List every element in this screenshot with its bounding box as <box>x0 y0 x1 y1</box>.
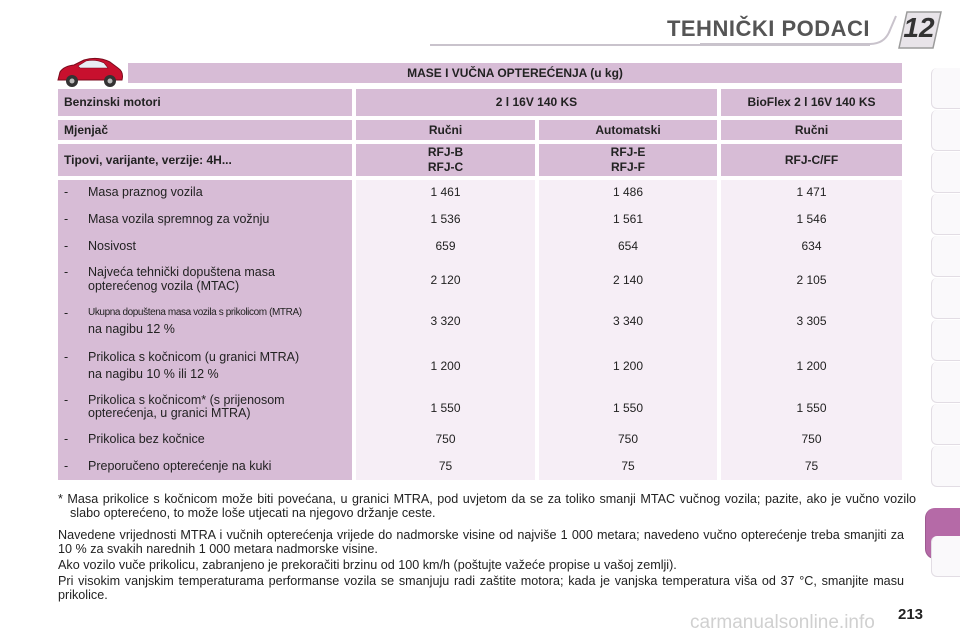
type-cell: RFJ-C/FF <box>721 144 902 176</box>
row-dash: - <box>64 350 69 364</box>
note-paragraph: Pri visokim vanjskim temperaturama performanse vozila se smanjuju radi zaštite motora; kada je vanjska temperatura viša od 37 °C, smanjite masu prikolice. <box>58 574 904 602</box>
row-value: 3 320 <box>430 314 461 328</box>
row-value: 1 200 <box>796 359 827 373</box>
type-cell <box>356 144 535 176</box>
chapter-tab[interactable] <box>931 110 960 151</box>
row-value: 634 <box>801 239 822 253</box>
row-label-line2: na nagibu 12 % <box>88 322 175 336</box>
row-dash: - <box>64 212 69 226</box>
row-dash: - <box>64 432 69 446</box>
row-label-line2: na nagibu 10 % ili 12 % <box>88 367 219 381</box>
note-paragraph: Navedene vrijednosti MTRA i vučnih opterećenja vrijede do nadmorske visine od najviše 1 000 metara; navedeno vučno opterećenje treba smanjiti za 10 % za svakih narednih 1 000 metara nadmorske visine. <box>58 528 904 556</box>
row-value: 750 <box>617 432 639 446</box>
row-label: Masa vozila spremnog za vožnju <box>88 212 270 226</box>
row-value: 1 486 <box>612 185 644 199</box>
note-paragraph: Ako vozilo vuče prikolicu, zabranjeno je prekoračiti brzinu od 100 km/h (poštujte važeće propise u vašoj zemlji). <box>58 558 677 572</box>
row-label: Preporučeno opterećenje na kuki <box>88 459 272 473</box>
row-value: 75 <box>438 459 453 473</box>
row-label: Prikolica s kočnicom (u granici MTRA) <box>88 350 300 364</box>
chapter-tab[interactable] <box>931 362 960 403</box>
row-value: 75 <box>804 459 819 473</box>
gearbox-cell: Ručni <box>721 120 902 140</box>
table-row <box>58 185 902 201</box>
chapter-number: 12 <box>903 12 935 43</box>
watermark: carmanualsonline.info <box>690 612 875 633</box>
table-row <box>58 432 902 448</box>
table-row <box>58 306 902 336</box>
type-cell <box>539 144 717 176</box>
row-dash: - <box>64 239 69 253</box>
row-value: 1 550 <box>612 401 644 415</box>
table-row <box>58 239 902 255</box>
row-value: 2 140 <box>612 273 644 287</box>
chapter-tab[interactable] <box>931 278 960 319</box>
row-value: 1 550 <box>430 401 461 415</box>
row-value: 659 <box>435 239 456 253</box>
row-dash: - <box>64 306 69 320</box>
row-value: 1 546 <box>796 212 827 226</box>
row-value: 1 200 <box>612 359 644 373</box>
type-code: RFJ-B <box>427 145 464 159</box>
type-code: RFJ-F <box>611 160 645 174</box>
chapter-tab[interactable] <box>931 404 960 445</box>
engine-2-cell: BioFlex 2 l 16V 140 KS <box>721 89 902 116</box>
footnote: * Masa prikolice s kočnicom može biti povećana, u granici MTRA, pod uvjetom da se za toliko smanji MTAC vučnog vozila; pazite, ako je vučno vozilo slabo opterećeno, to može loše utjecati na njegovo držanje ceste. <box>58 492 916 520</box>
chapter-tab[interactable] <box>931 194 960 235</box>
page-title: TEHNIČKI PODACI <box>666 16 870 41</box>
row-label: Ukupna dopuštena masa vozila s prikolicom (MTRA) <box>88 307 302 318</box>
row-value: 750 <box>801 432 822 446</box>
row-value: 1 550 <box>796 401 827 415</box>
page-number: 213 <box>898 606 924 623</box>
gearbox-cell: Ručni <box>356 120 535 140</box>
table-row <box>58 350 902 380</box>
row-dash: - <box>64 459 69 473</box>
row-value: 2 120 <box>430 273 461 287</box>
car-icon <box>54 56 126 90</box>
table-row <box>58 393 902 423</box>
row-value: 3 305 <box>796 314 827 328</box>
chapter-tab[interactable] <box>931 68 960 109</box>
row-value: 1 471 <box>796 185 827 199</box>
row-label: Masa praznog vozila <box>88 185 203 199</box>
chapter-tab[interactable] <box>931 320 960 361</box>
row-label: Nosivost <box>88 239 136 253</box>
row-label: Prikolica s kočnicom* (s prijenosom <box>88 393 285 407</box>
header-rule <box>430 44 870 46</box>
row-label-line2: opterećenja, u granici MTRA) <box>88 406 251 420</box>
engine-1-cell: 2 l 16V 140 KS <box>356 89 717 116</box>
gearbox-cell: Automatski <box>539 120 717 140</box>
row-value: 1 461 <box>430 185 461 199</box>
row-value: 1 536 <box>430 212 461 226</box>
gearbox-label-cell: Mjenjač <box>58 120 352 140</box>
row-value: 654 <box>617 239 639 253</box>
row-value: 2 105 <box>796 273 827 287</box>
chapter-tabs <box>928 68 960 578</box>
row-label: Najveća tehnički dopuštena masa <box>88 265 275 279</box>
table-row <box>58 459 902 475</box>
row-dash: - <box>64 393 69 407</box>
row-value: 1 200 <box>430 359 461 373</box>
row-label: Prikolica bez kočnice <box>88 432 205 446</box>
row-label-line2: opterećenog vozila (MTAC) <box>88 279 240 293</box>
chapter-tab[interactable] <box>931 236 960 277</box>
chapter-tab[interactable] <box>931 446 960 487</box>
row-value: 75 <box>621 459 635 473</box>
chapter-tab[interactable] <box>931 536 960 577</box>
type-code: RFJ-C <box>427 160 464 174</box>
table-row <box>58 265 902 295</box>
engines-label-cell: Benzinski motori <box>58 89 352 116</box>
row-value: 1 561 <box>612 212 644 226</box>
row-value: 750 <box>435 432 456 446</box>
chapter-tab[interactable] <box>931 152 960 193</box>
row-dash: - <box>64 265 69 279</box>
row-dash: - <box>64 185 69 199</box>
table-title: MASE I VUČNA OPTEREĆENJA (u kg) <box>128 63 902 83</box>
type-code: RFJ-E <box>610 145 646 159</box>
row-value: 3 340 <box>612 314 644 328</box>
types-label-cell: Tipovi, varijante, verzije: 4H... <box>58 144 352 176</box>
table-row <box>58 212 902 228</box>
